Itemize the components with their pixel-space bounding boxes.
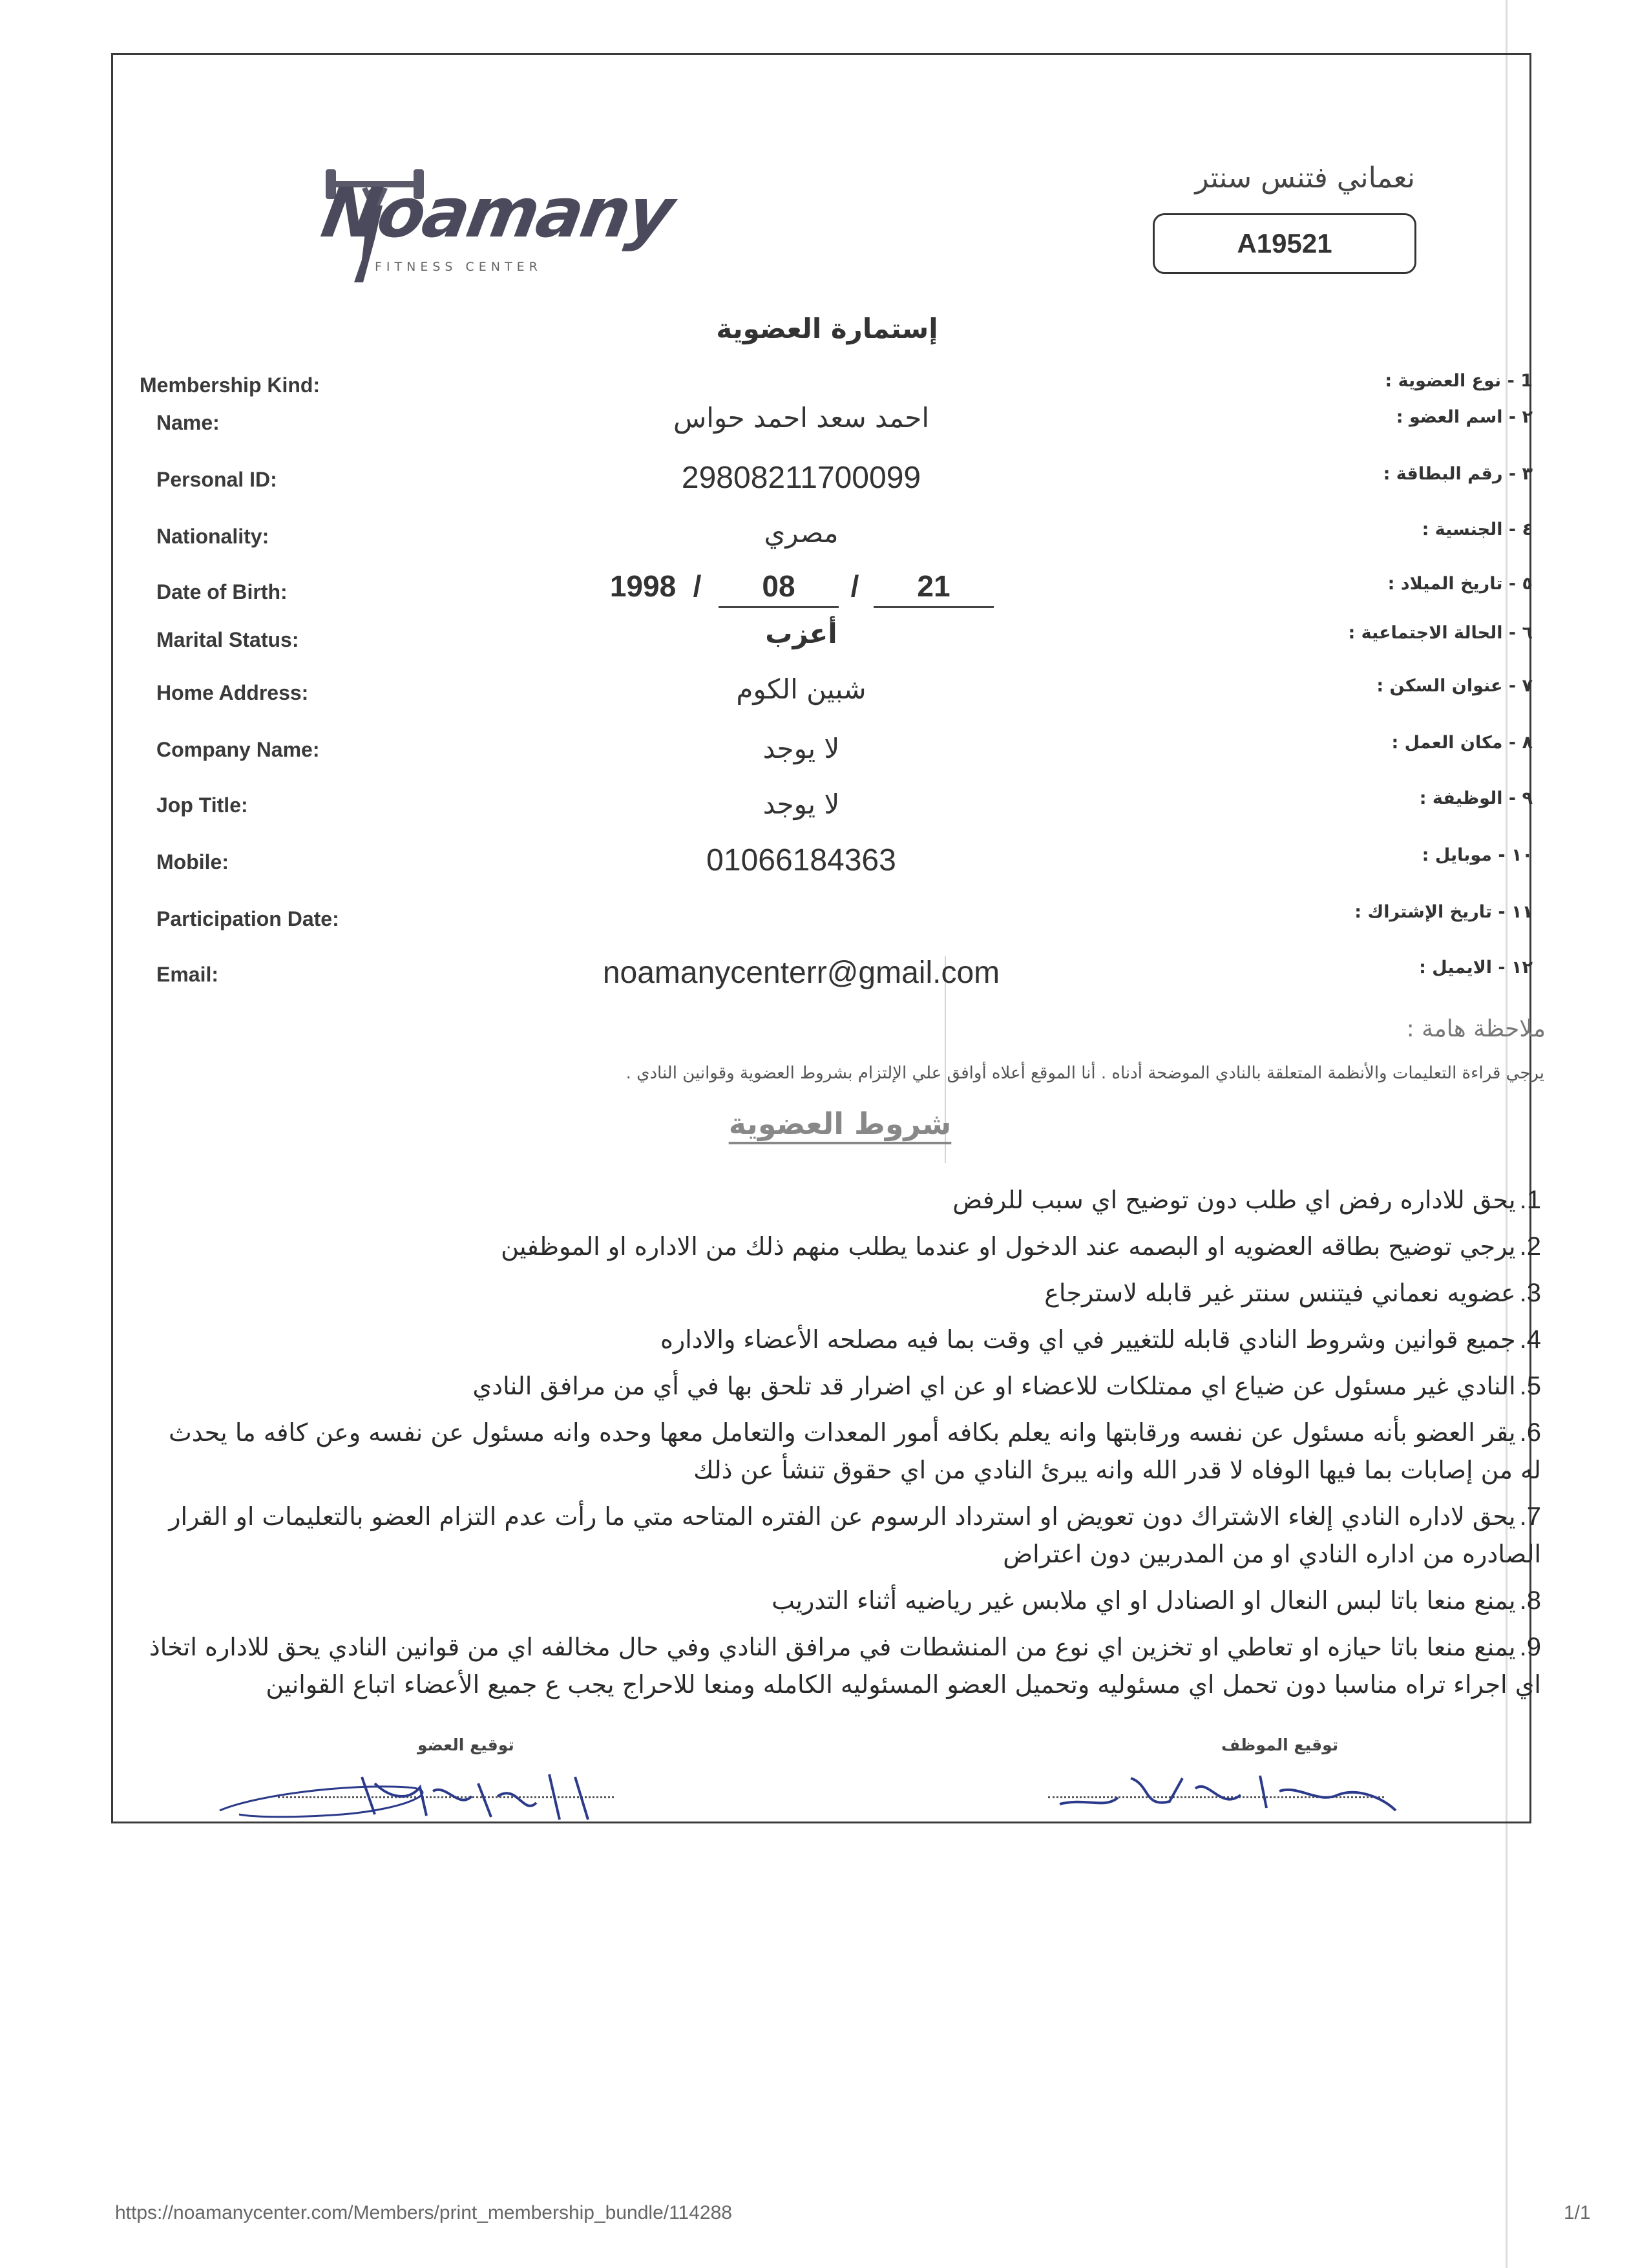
label-ar-nationality: ٤ - الجنسية : bbox=[1422, 520, 1533, 540]
dob-separator: / bbox=[850, 569, 859, 603]
staff-signature bbox=[1047, 1752, 1422, 1823]
label-date-of-birth: Date of Birth: bbox=[156, 580, 288, 604]
terms-item-number: 5. bbox=[1519, 1372, 1541, 1400]
label-ar-membership-kind: 1 - نوع العضوية : bbox=[1385, 371, 1533, 391]
dob-day-underline bbox=[874, 606, 994, 608]
terms-item-number: 4. bbox=[1519, 1325, 1541, 1354]
value-company-name: لا يوجد bbox=[762, 733, 840, 764]
value-mobile: 01066184363 bbox=[706, 843, 896, 877]
terms-item-text: جميع قوانين وشروط النادي قابله للتغيير في اي وقت بما فيه مصلحه الأعضاء والاداره bbox=[660, 1325, 1516, 1354]
value-job-title: لا يوجد bbox=[762, 788, 840, 820]
label-company-name: Company Name: bbox=[156, 738, 320, 761]
value-personal-id: 29808211700099 bbox=[681, 461, 921, 495]
important-note-text: يرجي قراءة التعليمات والأنظمة المتعلقة بالنادي الموضحة أدناه . أنا الموقع أعلاه أوافق علي الإلتزام بشروط العضوية وقوانين النادي . bbox=[625, 1064, 1544, 1083]
terms-item bbox=[149, 1274, 1541, 1312]
terms-item-text: يمنع منعا باتا لبس النعال او الصنادل او اي ملابس غير رياضيه أثناء التدريب bbox=[772, 1586, 1516, 1615]
value-name: احمد سعد احمد حواس bbox=[673, 402, 930, 434]
terms-item bbox=[149, 1414, 1541, 1489]
terms-item bbox=[149, 1498, 1541, 1573]
label-participation-date: Participation Date: bbox=[156, 907, 339, 930]
label-ar-mobile: ١٠ - موبايل : bbox=[1422, 845, 1533, 865]
label-ar-email: ١٢ - الايميل : bbox=[1419, 958, 1533, 978]
logo-subtitle: FITNESS CENTER bbox=[375, 260, 542, 274]
terms-item-text: عضويه نعماني فيتنس سنتر غير قابله لاسترجاع bbox=[1044, 1279, 1516, 1307]
terms-item-number: 9. bbox=[1519, 1633, 1541, 1661]
terms-item-text: يحق لاداره النادي إلغاء الاشتراك دون تعويض او استرداد الرسوم عن الفتره المتاحه متي ما رأت عدم التزام العضو بالتعليمات او القرار الصادره من اداره النادي او من المدربين دون اعتراض bbox=[169, 1502, 1541, 1568]
terms-item-text: يرجي توضيح بطاقه العضويه او البصمه عند الدخول او عندما يطلب منهم ذلك من الاداره او الموظفين bbox=[501, 1232, 1516, 1261]
dob-month: 08 bbox=[762, 569, 795, 603]
form-title: إستمارة العضوية bbox=[716, 313, 938, 344]
footer-page-number: 1/1 bbox=[1564, 2202, 1591, 2223]
terms-item-number: 7. bbox=[1519, 1502, 1541, 1531]
membership-code-box bbox=[1153, 213, 1416, 274]
label-mobile: Mobile: bbox=[156, 850, 229, 874]
dob-separator: / bbox=[693, 569, 702, 603]
value-nationality: مصري bbox=[764, 517, 839, 549]
terms-item-text: يقر العضو بأنه مسئول عن نفسه ورقابتها وانه يعلم بكافه أمور المعدات والتعامل معها وحده وانه مسئول عن نفسه وعن كافه ما يحدث له من إصابات بما فيها الوفاه لا قدر الله وانه يبرئ النادي من اي حقوق تنشأ عن ذلك bbox=[168, 1418, 1541, 1484]
label-ar-home-address: ٧ - عنوان السكن : bbox=[1376, 676, 1533, 696]
label-ar-company-name: ٨ - مكان العمل : bbox=[1391, 733, 1533, 753]
label-ar-personal-id: ٣ - رقم البطاقة : bbox=[1383, 464, 1533, 484]
label-home-address: Home Address: bbox=[156, 681, 309, 704]
member-signature-label: توقيع العضو bbox=[417, 1736, 514, 1754]
label-ar-name: ٢ - اسم العضو : bbox=[1396, 407, 1533, 427]
dob-month-underline bbox=[719, 606, 839, 608]
center-name: نعماني فتنس سنتر bbox=[1195, 162, 1415, 194]
label-job-title: Jop Title: bbox=[156, 793, 248, 817]
terms-item bbox=[149, 1628, 1541, 1703]
important-note-title: ملاحظة هامة : bbox=[1406, 1016, 1546, 1042]
dob-year: 1998 bbox=[609, 569, 677, 603]
terms-item bbox=[149, 1321, 1541, 1358]
footer-url: https://noamanycenter.com/Members/print_membership_bundle/114288 bbox=[115, 2202, 732, 2223]
label-nationality: Nationality: bbox=[156, 525, 269, 548]
label-ar-date-of-birth: ٥ - تاريخ الميلاد : bbox=[1387, 574, 1533, 594]
label-ar-marital-status: ٦ - الحالة الاجتماعية : bbox=[1348, 623, 1533, 643]
terms-item-number: 6. bbox=[1519, 1418, 1541, 1447]
terms-item bbox=[149, 1582, 1541, 1619]
value-email: noamanycenterr@gmail.com bbox=[602, 956, 1000, 990]
terms-item bbox=[149, 1228, 1541, 1265]
staff-signature-label: توقيع الموظف bbox=[1221, 1736, 1339, 1754]
member-signature bbox=[213, 1758, 627, 1829]
value-home-address: شبين الكوم bbox=[736, 673, 867, 705]
label-name: Name: bbox=[156, 411, 220, 434]
dob-day: 21 bbox=[917, 569, 951, 603]
terms-item-number: 1. bbox=[1519, 1186, 1541, 1214]
logo-wordmark: Noamany bbox=[316, 173, 678, 253]
terms-item bbox=[149, 1181, 1541, 1219]
terms-item-number: 2. bbox=[1519, 1232, 1541, 1261]
label-ar-participation-date: ١١ - تاريخ الإشتراك : bbox=[1354, 902, 1533, 922]
label-email: Email: bbox=[156, 963, 219, 986]
terms-item-text: يمنع منعا باتا حيازه او تعاطي او تخزين اي نوع من المنشطات في مرافق النادي وفي حال مخالفه اي من قوانين النادي يحق للاداره اتخاذ اي اجراء تراه مناسبا دون تحمل اي مسئوليه وتحميل العضو المسئوليه الكامله ومنعا للاحراج يجب ع جميع الأعضاء اتباع القوانين bbox=[149, 1633, 1541, 1699]
terms-item-text: النادي غير مسئول عن ضياع اي ممتلكات للاعضاء او عن اي اضرار قد تلحق بها في أي من مرافق النادي bbox=[472, 1372, 1516, 1400]
terms-title: شروط العضوية bbox=[728, 1106, 952, 1141]
terms-item-number: 8. bbox=[1519, 1586, 1541, 1615]
label-personal-id: Personal ID: bbox=[156, 468, 277, 491]
label-marital-status: Marital Status: bbox=[156, 628, 299, 651]
terms-item bbox=[149, 1367, 1541, 1405]
terms-item-number: 3. bbox=[1519, 1279, 1541, 1307]
value-marital-status: أعزب bbox=[765, 618, 837, 649]
terms-item-text: يحق للاداره رفض اي طلب دون توضيح اي سبب للرفض bbox=[952, 1186, 1516, 1214]
label-ar-job-title: ٩ - الوظيفة : bbox=[1419, 788, 1533, 808]
membership-code: A19521 bbox=[1237, 228, 1332, 258]
terms-list bbox=[149, 1181, 1541, 1712]
label-membership-kind: Membership Kind: bbox=[140, 373, 320, 397]
